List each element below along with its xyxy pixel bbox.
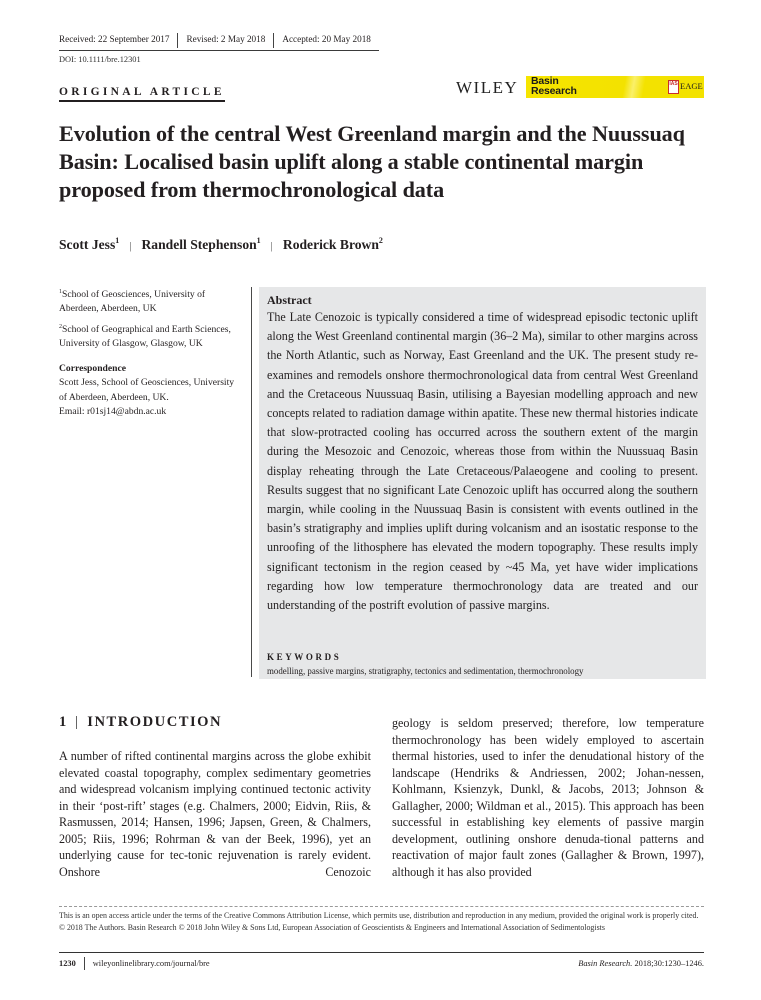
section-title: INTRODUCTION [87,714,223,730]
journal-name-line2: Research [531,85,577,97]
abstract-text: The Late Cenozoic is typically considered a time of widespread episodic tectonic uplift along the West Greenland continental margin (36–2 Ma), similar to other margins across the North Atlantic, such as Norway, East Greenland and the UK. The present study re-examines and remodels onshore thermochronological data from central West Greenland and the Cretaceous Nuussuaq Basin, utilising a Bayesian modelling approach and new concepts related to radiation damage within apatite. These new thermal histories indicate that slow-protracted cooling has occurred across the southern extent of the margin during the Mesozoic and Cenozoic, whereas those from within the Nuussuaq Basin display reheating through the Late Cretaceous/Palaeogene and cooling to present. Results suggest that no significant Late Cenozoic uplift has occurred along the southern margin, while cooling in the Nuussuaq Basin is consistent with events outlined in the basin’s stratigraphy and implies uplift during volcanism and an isostatic response to the unroofing of the lithosphere has elevated the modern topography. These results imply significant tectonism in the region ceased by ~45 Ma, yet have wider implications regarding how low temperature thermochronology data are treated and our understanding of the postrift evolution of passive margins. [267,310,698,613]
section-number: 1 [59,714,67,730]
divider [76,716,77,729]
history-dates [59,33,379,51]
eage-logo: EAGE [680,81,703,91]
author-list [59,236,383,253]
correspondence-email[interactable]: Email: r01sj14@abdn.ac.uk [59,406,167,418]
license-note: This is an open access article under the terms of the Creative Commons Attribution License, which permits use, distribution and reproduction in any medium, provided the original work is properly cited. [59,911,699,920]
author-separator: | [270,240,273,252]
abstract-heading: Abstract [267,293,312,307]
body-text-column-2: geology is seldom preserved; therefore, low temperature thermochronology has been widely employed to ascertain thermal histories, used to infer the denudational history of the landscape (Hendriks & Andriessen, 2002; Johan-nessen, Kohlmann, Ksienzyk, Dunkl, & Jacobs, 2013; Johnson & Gallagher, 2000; Wildman et al., 2015). This approach has been successful in establishing key elements of passive margin development, outlining onshore denuda-tional patterns and reactivation of major fault zones (Gallagher & Brown, 1997), although it has also provided [392,716,704,879]
affiliation: $^2$School of Geographical and Earth Sciences, University of Glasgow, Glasgow, UK [59,323,231,349]
journal-name-line1: Basin [531,75,559,87]
article-type-label: ORIGINAL ARTICLE [59,86,225,102]
author[interactable]: Roderick Brown$^2$ [282,236,383,252]
journal-logo-banner [526,76,704,98]
revised-date: Revised: 2 May 2018 [186,34,266,44]
body-text-column-1: A number of rifted continental margins across the globe exhibit elevated coastal topography, complex sedimentary geometries and widespread volcanism implying continued tectonic activity in their ‘post-rift’ stages (e.g. Chalmers, 2000; Eidvin, Riis, & Rasmussen, 2014; Hansen, 1996; Japsen, Green, & Chalmers, 2005; Riis, 1996; Rohrman & van der Beek, 1996), yet an underlying cause for tec-tonic rejuvenation is rarely evident. Onshore Cenozoic [59,749,371,879]
author-separator: | [129,240,132,252]
footnote-divider [59,906,704,907]
author[interactable]: Scott Jess$^1$ [59,236,120,252]
received-date: Received: 22 September 2017 [59,34,170,44]
footnote [59,910,709,934]
divider [84,957,85,970]
page-footer [59,956,704,970]
correspondence-address: Scott Jess, School of Geosciences, University of Aberdeen, Aberdeen, UK. [59,377,235,403]
abstract-box [259,287,706,679]
ias-logo-icon: IAS [668,80,679,94]
article-title: Evolution of the central West Greenland margin and the Nuussuaq Basin: Localised basin uplift along a stable continental margin proposed from thermochronological data [59,121,685,202]
journal-name-logo [531,76,577,96]
column-divider [251,287,252,677]
doi[interactable]: DOI: 10.1111/bre.12301 [59,55,141,64]
author[interactable]: Randell Stephenson$^1$ [141,236,261,252]
keywords-list: modelling, passive margins, stratigraphy, tectonics and sedimentation, thermochronology [267,666,584,676]
footer-rule [59,952,704,953]
affiliations-panel [59,285,244,419]
section-heading-introduction [59,714,222,731]
citation: Basin Research. 2018;30:1230–1246. [578,958,704,968]
correspondence-heading: Correspondence [59,363,126,375]
publisher-logo: WILEY [456,78,519,97]
journal-url[interactable]: wileyonlinelibrary.com/journal/bre [92,958,210,968]
affiliation: $^1$School of Geosciences, University of Aberdeen, Aberdeen, UK [59,289,206,315]
accepted-date: Accepted: 20 May 2018 [282,34,371,44]
page-number: 1230 [59,958,76,968]
copyright-note: © 2018 The Authors. Basin Research © 2018 John Wiley & Sons Ltd, European Association of Geoscientists & Engineers and International Association of Sedimentologists [59,922,605,932]
keywords-heading: KEYWORDS [267,652,342,662]
